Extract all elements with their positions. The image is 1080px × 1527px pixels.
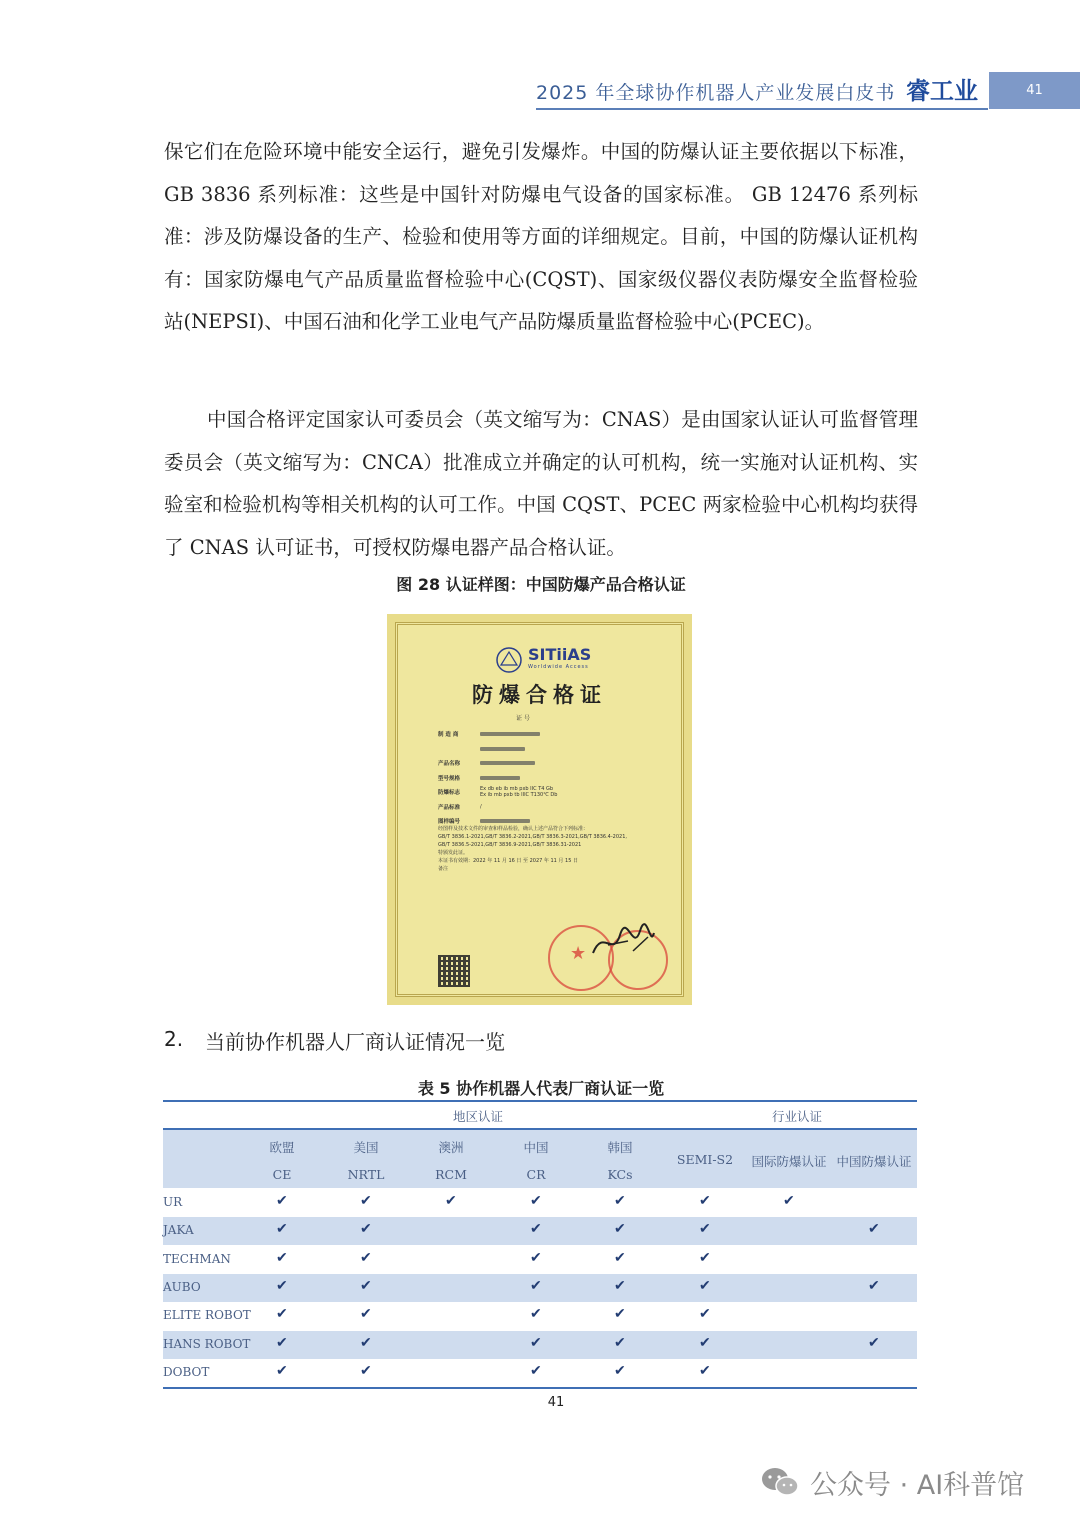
certificate-logo-text: SITiiAS bbox=[528, 645, 592, 664]
paragraph-cnas: 中国合格评定国家认可委员会（英文缩写为：CNAS）是由国家认证认可监督管理委员会（英文缩写为：CNCA）批准成立并确定的认可机构，统一实施对认证机构、实验室和检验机构等相关机构的认可工作。中国 CQST、PCEC 两家检验中心机构均获得了 CNAS 认可证书，可授权防爆电器产品合格认证。 bbox=[164, 408, 918, 559]
redacted-value bbox=[480, 761, 535, 765]
brand-name: 睿工业 bbox=[906, 77, 978, 105]
check-mark-icon: ✔ bbox=[614, 1362, 626, 1379]
check-mark-icon: ✔ bbox=[614, 1306, 626, 1323]
header-rule bbox=[536, 108, 988, 110]
column-subheader: CR bbox=[526, 1167, 546, 1182]
watermark bbox=[760, 1462, 1024, 1502]
certificate-field-key: 产品名称 bbox=[438, 761, 461, 768]
column-header: 美国 bbox=[353, 1140, 379, 1155]
check-mark-icon: ✔ bbox=[445, 1193, 457, 1209]
row-vendor-name: AUBO bbox=[163, 1279, 201, 1294]
watermark-text: 公众号 · AI科普馆 bbox=[810, 1469, 1025, 1501]
certificate-field-row bbox=[438, 785, 668, 800]
row-vendor-name: UR bbox=[163, 1195, 183, 1209]
column-subheader: CE bbox=[272, 1167, 292, 1182]
certificate-logo-subtitle: Worldwide Access bbox=[528, 664, 589, 670]
check-mark-icon: ✔ bbox=[530, 1362, 542, 1379]
column-header: 国际防爆认证 bbox=[751, 1154, 827, 1169]
certificate-field-row bbox=[438, 800, 668, 815]
check-mark-icon: ✔ bbox=[614, 1249, 626, 1266]
check-mark-icon: ✔ bbox=[783, 1193, 795, 1209]
check-mark-icon: ✔ bbox=[614, 1193, 626, 1209]
certificate-field-value: Ex db eb ib mb pxb IIC T4 Gb Ex ib mb pxb tb IIIC T130℃ Db bbox=[480, 786, 558, 799]
check-mark-icon: ✔ bbox=[530, 1193, 542, 1209]
check-mark-icon: ✔ bbox=[699, 1306, 711, 1323]
check-mark-icon: ✔ bbox=[868, 1221, 880, 1238]
signature-icon bbox=[588, 923, 658, 963]
group-header-region: 地区认证 bbox=[452, 1109, 503, 1124]
certificate-field-key: 防爆标志 bbox=[438, 790, 461, 797]
redacted-value bbox=[480, 819, 530, 823]
certificate-field-row bbox=[438, 771, 668, 786]
check-mark-icon: ✔ bbox=[360, 1334, 372, 1351]
certificate-body-line: 本证书有效期：2022 年 11 月 16 日 至 2027 年 11 月 15 日 bbox=[438, 858, 578, 864]
wechat-icon bbox=[760, 1466, 800, 1498]
column-subheader: RCM bbox=[435, 1167, 467, 1182]
column-header: 欧盟 bbox=[269, 1140, 295, 1155]
row-vendor-name: JAKA bbox=[163, 1223, 194, 1238]
certificate-body-line: GB/T 3836.1-2021,GB/T 3836.2-2021,GB/T 3836.3-2021,GB/T 3836.4-2021, bbox=[438, 834, 627, 840]
certificate-field-key: 型号规格 bbox=[438, 775, 461, 782]
row-vendor-name: DOBOT bbox=[163, 1364, 210, 1379]
check-mark-icon: ✔ bbox=[614, 1334, 626, 1351]
nepsi-logo-icon bbox=[496, 647, 522, 673]
certificate-title: 防爆合格证 bbox=[472, 682, 607, 707]
check-mark-icon: ✔ bbox=[276, 1221, 288, 1238]
certificate-image bbox=[387, 614, 692, 1005]
check-mark-icon: ✔ bbox=[276, 1334, 288, 1351]
column-header: 中国防爆认证 bbox=[836, 1154, 912, 1169]
document-title: 2025 年全球协作机器人产业发展白皮书 bbox=[536, 82, 896, 104]
row-vendor-name: ELITE ROBOT bbox=[163, 1308, 251, 1323]
check-mark-icon: ✔ bbox=[868, 1334, 880, 1351]
certificate-fields bbox=[438, 727, 668, 829]
check-mark-icon: ✔ bbox=[699, 1221, 711, 1238]
check-mark-icon: ✔ bbox=[868, 1277, 880, 1294]
stamp-star-icon: ★ bbox=[570, 943, 587, 964]
check-mark-icon: ✔ bbox=[530, 1277, 542, 1294]
column-header: 中国 bbox=[523, 1140, 549, 1155]
redacted-value bbox=[480, 747, 525, 751]
check-mark-icon: ✔ bbox=[699, 1362, 711, 1379]
section-title: 当前协作机器人厂商认证情况一览 bbox=[205, 1030, 505, 1054]
check-mark-icon: ✔ bbox=[530, 1306, 542, 1323]
certificate-field-value: / bbox=[480, 803, 482, 810]
table-rule-bottom bbox=[163, 1387, 917, 1389]
table-caption: 表 5 协作机器人代表厂商认证一览 bbox=[417, 1079, 665, 1098]
check-mark-icon: ✔ bbox=[360, 1277, 372, 1294]
group-header-industry: 行业认证 bbox=[771, 1109, 822, 1124]
check-mark-icon: ✔ bbox=[614, 1277, 626, 1294]
column-header: SEMI-S2 bbox=[676, 1152, 734, 1167]
certificate-field-key: 图样编号 bbox=[438, 819, 461, 826]
check-mark-icon: ✔ bbox=[276, 1362, 288, 1379]
redacted-value bbox=[480, 776, 520, 780]
certificate-body-line: 经图样及技术文件的审查和样品检验，确认上述产品符合下列标准： bbox=[438, 826, 589, 832]
section-number: 2. bbox=[164, 1027, 184, 1051]
figure-caption: 图 28 认证样图：中国防爆产品合格认证 bbox=[396, 575, 686, 594]
certificate-field-key: 产品标准 bbox=[438, 804, 461, 811]
check-mark-icon: ✔ bbox=[360, 1249, 372, 1266]
check-mark-icon: ✔ bbox=[530, 1221, 542, 1238]
check-mark-icon: ✔ bbox=[699, 1334, 711, 1351]
redacted-value bbox=[480, 732, 540, 736]
paragraph-explosion-standards: 保它们在危险环境中能安全运行，避免引发爆炸。中国的防爆认证主要依据以下标准，GB 3836 系列标准：这些是中国针对防爆电气设备的国家标准。 GB 12476 系列标准：涉及防爆设备的生产、检验和使用等方面的详细规定。目前，中国的防爆认证机构有：国家防爆电气产品质量监督检验中心(CQST)、国家级仪器仪表防爆安全监督检验站(NEPSI)、中国石油和化学工业电气产品防爆质量监督检验中心(PCEC)。 bbox=[164, 140, 918, 334]
certificate-logo bbox=[496, 645, 606, 675]
check-mark-icon: ✔ bbox=[699, 1249, 711, 1266]
check-mark-icon: ✔ bbox=[530, 1334, 542, 1351]
check-mark-icon: ✔ bbox=[360, 1193, 372, 1209]
column-header: 韩国 bbox=[607, 1140, 633, 1155]
certificate-body-line: 备注 bbox=[438, 866, 449, 872]
page-number: 41 bbox=[547, 1395, 565, 1410]
column-subheader: KCs bbox=[607, 1167, 633, 1182]
column-header: 澳洲 bbox=[438, 1140, 464, 1155]
certificate-field-row bbox=[438, 742, 668, 757]
check-mark-icon: ✔ bbox=[530, 1249, 542, 1266]
certificate-number-label: 证 号 bbox=[516, 715, 530, 722]
certificate-body-line: GB/T 3836.5-2021,GB/T 3836.9-2021,GB/T 3836.31-2021 bbox=[438, 842, 582, 848]
check-mark-icon: ✔ bbox=[360, 1221, 372, 1238]
check-mark-icon: ✔ bbox=[699, 1193, 711, 1209]
column-subheader: NRTL bbox=[347, 1167, 385, 1182]
table-rule-top bbox=[163, 1100, 917, 1102]
check-mark-icon: ✔ bbox=[276, 1193, 288, 1209]
certificate-field-key: 制 造 商 bbox=[438, 732, 459, 739]
check-mark-icon: ✔ bbox=[360, 1362, 372, 1379]
certificate-field-row bbox=[438, 756, 668, 771]
check-mark-icon: ✔ bbox=[276, 1249, 288, 1266]
row-vendor-name: HANS ROBOT bbox=[163, 1336, 251, 1351]
header-page-number: 41 bbox=[989, 72, 1080, 109]
certificate-body-line: 特颁发此证。 bbox=[438, 850, 469, 856]
check-mark-icon: ✔ bbox=[276, 1277, 288, 1294]
check-mark-icon: ✔ bbox=[360, 1306, 372, 1323]
check-mark-icon: ✔ bbox=[614, 1221, 626, 1238]
check-mark-icon: ✔ bbox=[276, 1306, 288, 1323]
qr-code-icon bbox=[438, 955, 470, 987]
certificate-field-row bbox=[438, 727, 668, 742]
certificate-body bbox=[438, 825, 668, 873]
check-mark-icon: ✔ bbox=[699, 1277, 711, 1294]
row-vendor-name: TECHMAN bbox=[163, 1251, 231, 1266]
